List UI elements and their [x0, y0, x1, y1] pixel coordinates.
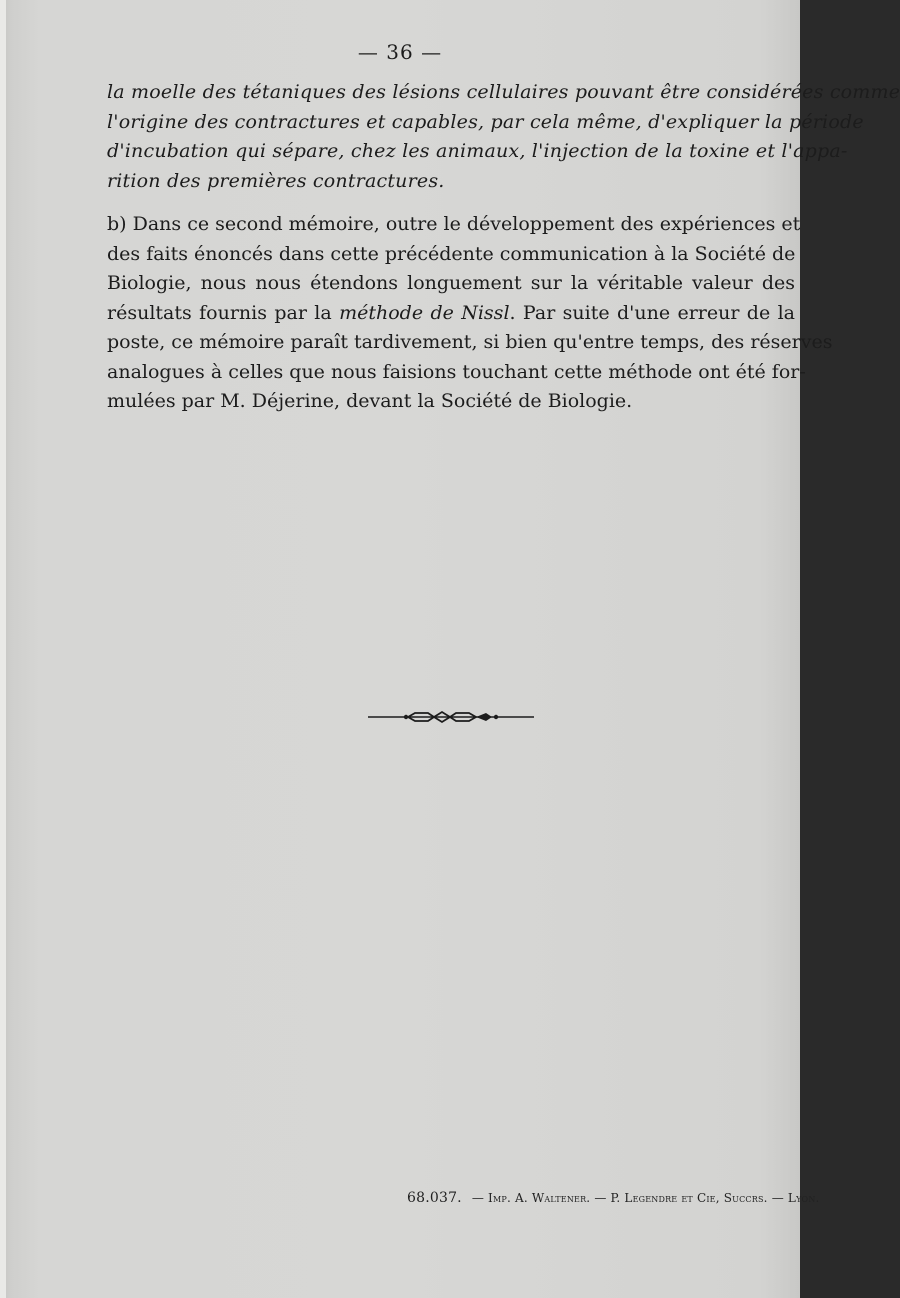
paragraph-b-line: analogues à celles que nous faisions touchant cette méthode ont été for-	[107, 360, 806, 383]
paragraph-a-line: d'incubation qui sépare, chez les animaux, l'injection de la toxine et l'appa-	[107, 140, 848, 162]
paragraph-b-line: Biologie, nous nous étendons longuement sur la véritable valeur des	[107, 272, 795, 294]
paragraph-b-text: résultats fournis par la	[107, 301, 340, 324]
method-name: méthode de Nissl	[339, 301, 510, 324]
paragraph-b-line: b) Dans ce second mémoire, outre le développement des expériences et	[107, 213, 801, 235]
page-edge	[0, 0, 6, 1298]
paragraph-b	[107, 210, 833, 417]
paragraph-b-text: . Par suite d'une erreur de la	[509, 301, 795, 324]
paragraph-b-line	[107, 299, 795, 329]
printer-imprint	[407, 1190, 820, 1206]
print-job-number: 68.037.	[407, 1190, 462, 1206]
paragraph-a-line: la moelle des tétaniques des lésions cellulaires pouvant être considérées comme	[107, 81, 900, 103]
imprint-text: — Imp. A. Waltener. — P. Legendre et Cie, Succrs. — Lyon.	[471, 1191, 820, 1205]
paragraph-b-line: poste, ce mémoire paraît tardivement, si bien qu'entre temps, des réserves	[107, 331, 833, 353]
paragraph-a-line: l'origine des contractures et capables, par cela même, d'expliquer la période	[107, 110, 864, 133]
paragraph-b-line: mulées par M. Déjerine, devant la Société de Biologie.	[107, 390, 633, 412]
ornament-divider-icon	[368, 708, 534, 726]
paragraph-a	[107, 78, 900, 196]
page-number: — 36 —	[357, 40, 443, 64]
paragraph-a-line: rition des premières contractures.	[107, 169, 445, 192]
paragraph-b-line: des faits énoncés dans cette précédente communication à la Société de	[107, 242, 796, 265]
